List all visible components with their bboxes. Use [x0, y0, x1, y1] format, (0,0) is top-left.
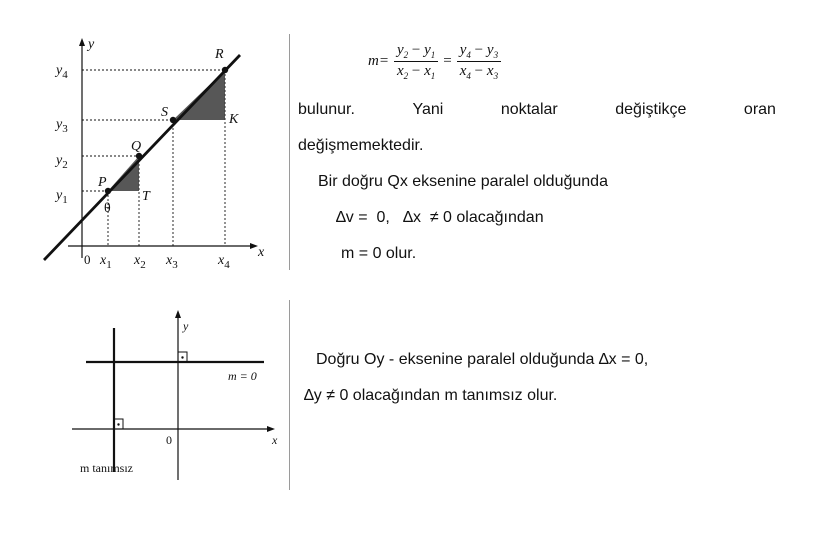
origin-label: 0 [84, 252, 91, 267]
label-t: T [142, 189, 150, 204]
point-r [222, 67, 228, 73]
x-tick-2: $x_2$ [134, 253, 146, 271]
y-tick-3: $y_3$ [56, 117, 68, 135]
x-tick-1: $x_1$ [100, 253, 112, 271]
formula-lhs: m= [368, 52, 389, 69]
small-triangle [108, 156, 139, 191]
origin-label-2: 0 [166, 433, 172, 447]
label-k: K [229, 112, 239, 127]
slope-formula [368, 38, 503, 84]
text-bottom-line1: Doğru Oy - eksenine paralel olduğunda ∆x = 0, [316, 351, 649, 368]
y-axis-2-arrow-icon [175, 310, 181, 318]
separator-bottom [289, 300, 290, 490]
y-axis-arrow-icon [79, 38, 85, 46]
text-bottom-line2: ∆y ≠ 0 olacağından m tanımsız olur. [304, 387, 558, 404]
text-top-line3: Bir doğru Qx eksenine paralel olduğunda [318, 173, 608, 190]
axis-x-label-2: x [272, 433, 278, 447]
text-top-line1: bulunur. Yani noktalar değiştikçe oran [298, 101, 776, 118]
text-top-line2: değişmemektedir. [298, 137, 424, 154]
y-tick-1: $y_1$ [56, 188, 68, 206]
text-top-line5: m = 0 olur. [341, 245, 417, 262]
axis-y-label-2: y [183, 319, 189, 333]
axis-x-label: x [258, 245, 265, 260]
label-m-undefined: m tanımsız [80, 461, 133, 475]
sloped-line [44, 55, 240, 260]
text-top-line4: ∆v = 0, ∆x ≠ 0 olacağından [336, 209, 544, 226]
y-tick-4: $y_4$ [56, 63, 68, 81]
y-tick-2: $y_2$ [56, 153, 68, 171]
label-q: Q [131, 139, 142, 154]
label-m-zero: m = 0 [228, 369, 257, 383]
x-tick-3: $x_3$ [166, 253, 178, 271]
x-axis-arrow-icon [250, 243, 258, 249]
formula-fraction-2: $\frac{y_4 - y_3}{x_4 - x_3}$ [457, 42, 501, 81]
separator-top [289, 34, 290, 270]
label-p: P [98, 175, 107, 190]
angle-theta: θ [104, 201, 111, 216]
slope-diagram [18, 30, 286, 275]
parallel-lines-diagram [52, 300, 292, 490]
x-tick-4: $x_4$ [218, 253, 230, 271]
formula-equals: = [443, 52, 452, 69]
x-axis-2-arrow-icon [267, 426, 275, 432]
label-r: R [215, 47, 224, 62]
label-s: S [161, 105, 168, 120]
formula-fraction-1: $\frac{y_2 - y_1}{x_2 - x_1}$ [394, 42, 438, 81]
axis-y-label: y [88, 37, 95, 52]
point-s [170, 117, 176, 123]
